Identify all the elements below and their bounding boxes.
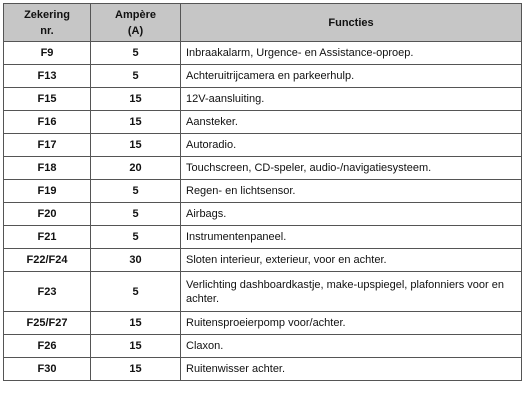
fuse-ampere: 15 (91, 111, 181, 134)
fuse-function: Instrumentenpaneel. (181, 226, 522, 249)
fuse-function: Regen- en lichtsensor. (181, 180, 522, 203)
fuse-ampere: 15 (91, 335, 181, 358)
fuse-number: F19 (4, 180, 91, 203)
fuse-number: F18 (4, 157, 91, 180)
table-row (4, 249, 522, 272)
fuse-ampere: 5 (91, 180, 181, 203)
fuse-number: F20 (4, 203, 91, 226)
fuse-number: F26 (4, 335, 91, 358)
table-row (4, 42, 522, 65)
fuse-table (3, 3, 522, 381)
fuse-ampere: 30 (91, 249, 181, 272)
table-row (4, 111, 522, 134)
fuse-ampere: 5 (91, 226, 181, 249)
table-row (4, 272, 522, 312)
fuse-function: Touchscreen, CD-speler, audio-/navigatiesysteem. (181, 157, 522, 180)
fuse-number: F30 (4, 358, 91, 381)
fuse-ampere: 15 (91, 358, 181, 381)
header-row (4, 4, 522, 42)
table-row (4, 88, 522, 111)
fuse-number: F23 (4, 272, 91, 312)
header-ampere-line2: (A) (127, 24, 144, 37)
table-row (4, 157, 522, 180)
fuse-number: F15 (4, 88, 91, 111)
fuse-function: Achteruitrijcamera en parkeerhulp. (181, 65, 522, 88)
fuse-ampere: 5 (91, 203, 181, 226)
table-header (4, 4, 522, 42)
header-zekering-nr (4, 4, 91, 42)
fuse-function: Airbags. (181, 203, 522, 226)
fuse-ampere: 15 (91, 134, 181, 157)
fuse-number: F17 (4, 134, 91, 157)
fuse-ampere: 15 (91, 312, 181, 335)
fuse-ampere: 5 (91, 65, 181, 88)
table-row (4, 226, 522, 249)
fuse-ampere: 5 (91, 272, 181, 312)
fuse-function: Verlichting dashboardkastje, make-upspiegel, plafonniers voor en achter. (181, 272, 522, 312)
fuse-ampere: 15 (91, 88, 181, 111)
table-body (4, 42, 522, 381)
fuse-function: Ruitenwisser achter. (181, 358, 522, 381)
fuse-number: F9 (4, 42, 91, 65)
fuse-number: F22/F24 (4, 249, 91, 272)
fuse-function: Claxon. (181, 335, 522, 358)
table-row (4, 180, 522, 203)
table-row (4, 312, 522, 335)
fuse-number: F16 (4, 111, 91, 134)
fuse-function: Inbraakalarm, Urgence- en Assistance-oproep. (181, 42, 522, 65)
fuse-function: Sloten interieur, exterieur, voor en achter. (181, 249, 522, 272)
fuse-number: F21 (4, 226, 91, 249)
table-row (4, 335, 522, 358)
header-zekering-line1: Zekering (24, 8, 70, 21)
fuse-number: F13 (4, 65, 91, 88)
fuse-function: Autoradio. (181, 134, 522, 157)
fuse-function: Aansteker. (181, 111, 522, 134)
fuse-ampere: 20 (91, 157, 181, 180)
table-row (4, 65, 522, 88)
header-zekering-line2: nr. (40, 24, 54, 37)
header-ampere-line1: Ampère (115, 8, 156, 21)
table-row (4, 203, 522, 226)
table-row (4, 358, 522, 381)
fuse-function: 12V-aansluiting. (181, 88, 522, 111)
header-ampere (91, 4, 181, 42)
fuse-function: Ruitensproeierpomp voor/achter. (181, 312, 522, 335)
header-functies: Functies (181, 4, 522, 42)
table-row (4, 134, 522, 157)
fuse-number: F25/F27 (4, 312, 91, 335)
fuse-ampere: 5 (91, 42, 181, 65)
